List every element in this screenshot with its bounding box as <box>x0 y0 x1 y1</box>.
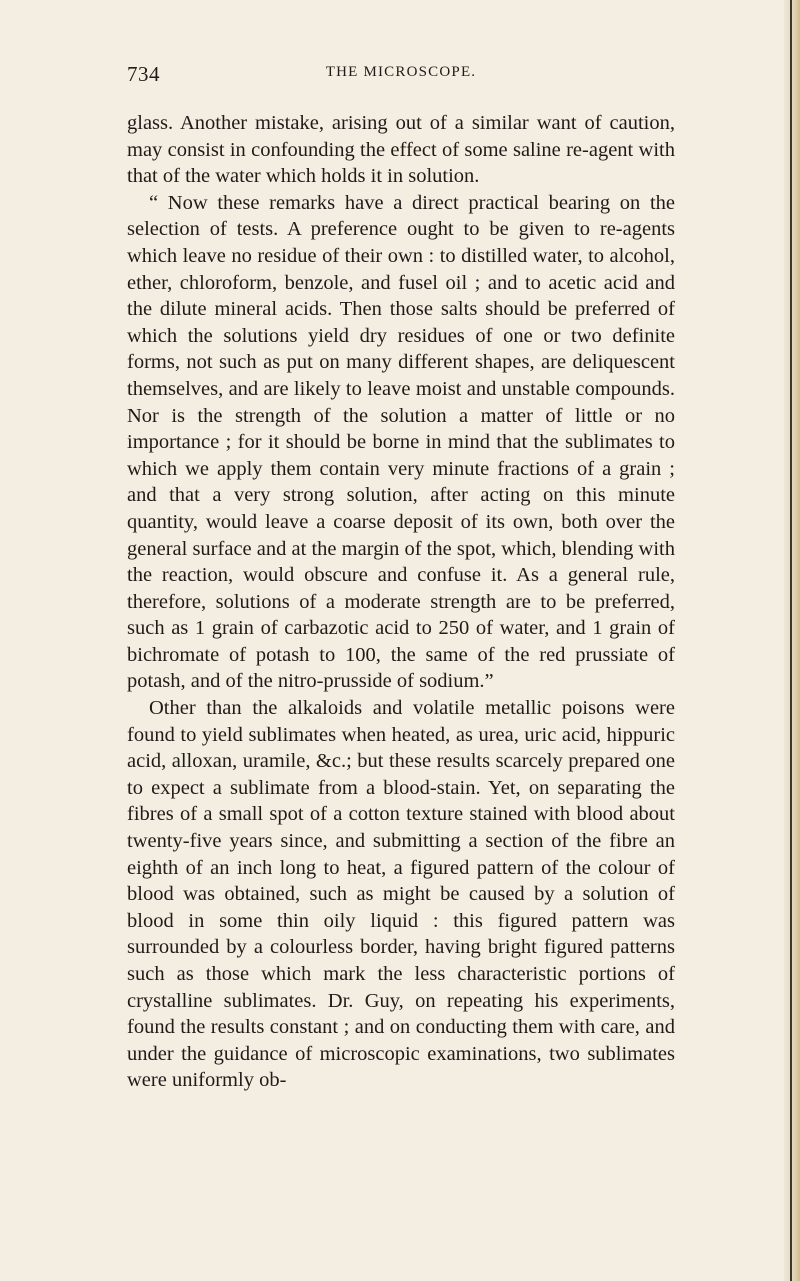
page-edge <box>784 0 800 1281</box>
paragraph: “ Now these remarks have a direct practical bearing on the selection of tests. A preference ought to be given to re-agents which leave no residue of their own : to distilled water, to alcohol, ether, chloroform, benzole, and fusel oil ; and to acetic acid and the dilute mineral acids. Then those salts should be preferred of which the solutions yield dry residues of one or two definite forms, not such as put on many different shapes, are deliquescent themselves, and are likely to leave moist and unstable compounds. Nor is the strength of the solution a matter of little or no importance ; for it should be borne in mind that the sublimates to which we apply them contain very minute fractions of a grain ; and that a very strong solution, after acting on this minute quantity, would leave a coarse deposit of its own, both over the general surface and at the margin of the spot, which, blending with the reaction, would obscure and confuse it. As a general rule, therefore, solutions of a moderate strength are to be preferred, such as 1 grain of carbazotic acid to 250 of water, and 1 grain of bichromate of potash to 100, the same of the red prussiate of potash, and of the nitro-prusside of sodium.” <box>127 191 675 693</box>
page-edge-line <box>790 0 792 1281</box>
running-head-title: THE MICROSCOPE. <box>325 64 477 80</box>
running-head <box>127 62 675 88</box>
paragraph: Other than the alkaloids and volatile metallic poisons were found to yield sublimates when heated, as urea, uric acid, hippuric acid, alloxan, uramile, &c.; but these results scarcely prepared one to expect a sublimate from a blood-stain. Yet, on separating the fibres of a small spot of a cotton texture stained with blood about twenty-five years since, and submitting a section of the fibre an eighth of an inch long to heat, a figured pattern of the colour of blood was obtained, such as might be caused by a solution of blood in some thin oily liquid : this figured pattern was surrounded by a colourless border, having bright figured patterns such as those which mark the less characteristic portions of crystalline sublimates. Dr. Guy, on repeating his experiments, found the results constant ; and on conducting them with care, and under the guidance of microscopic examinations, two sublimates were uniformly ob- <box>127 697 675 1092</box>
paragraph: glass. Another mistake, arising out of a similar want of caution, may consist in confounding the effect of some saline re-agent with that of the water which holds it in solution. <box>127 112 675 188</box>
body-text <box>127 110 675 1094</box>
page-number: 734 <box>127 62 160 86</box>
